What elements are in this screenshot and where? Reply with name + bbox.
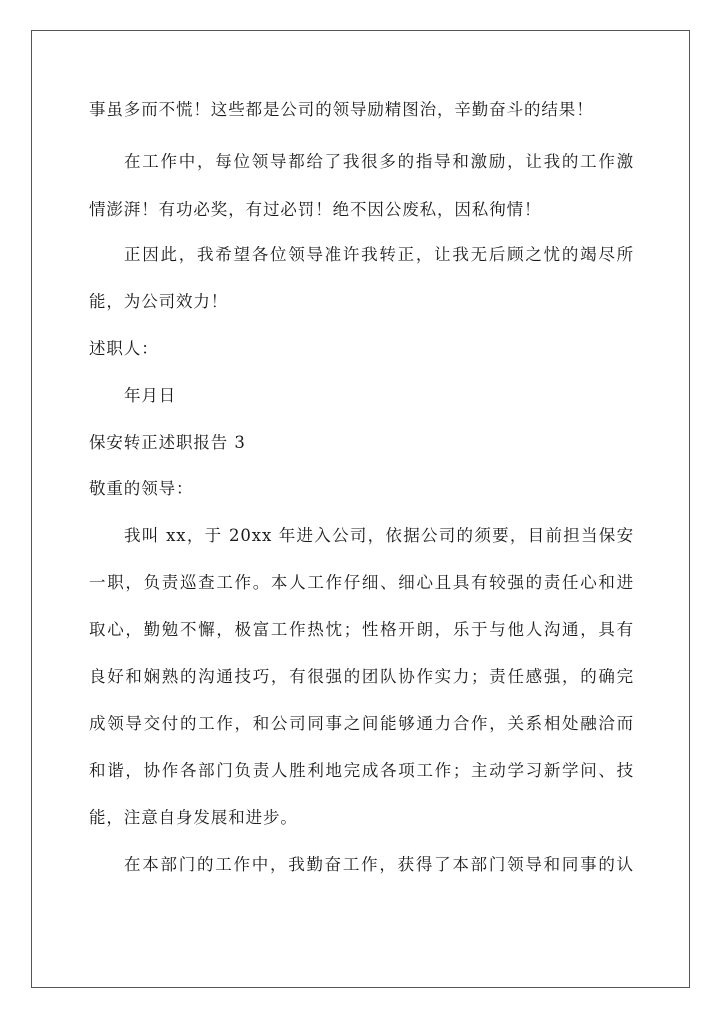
text-line: 能，注意自身发展和进步。 [89, 808, 298, 827]
date-line: 年月日 [124, 386, 177, 405]
salutation: 敬重的领导： [89, 479, 194, 498]
paragraph-line: 在工作中，每位领导都给了我很多的指导和激励，让我的工作激 [124, 152, 634, 171]
signer-label: 述职人： [89, 339, 159, 358]
text-line: 事虽多而不慌！这些都是公司的领导励精图治，辛勤奋斗的结果！ [89, 100, 594, 119]
paragraph-line: 在本部门的工作中，我勤奋工作，获得了本部门领导和同事的认 [124, 855, 634, 874]
section-title: 保安转正述职报告 3 [89, 433, 246, 452]
text-line: 能，为公司效力！ [89, 292, 229, 311]
text-line: 情澎湃！有功必奖，有过必罚！绝不因公废私，因私徇情！ [89, 200, 542, 219]
paragraph-line: 我叫 xx，于 20xx 年进入公司，依据公司的须要，目前担当保安 [124, 526, 634, 545]
paragraph-line: 取心，勤勉不懈，极富工作热忱；性格开朗，乐于与他人沟通，具有 [89, 620, 634, 639]
paragraph-line: 良好和娴熟的沟通技巧，有很强的团队协作实力；责任感强，的确完 [89, 667, 634, 686]
paragraph-line: 正因此，我希望各位领导准许我转正，让我无后顾之忧的竭尽所 [124, 245, 634, 264]
paragraph-line: 一职，负责巡查工作。本人工作仔细、细心且具有较强的责任心和进 [89, 573, 634, 592]
paragraph-line: 成领导交付的工作，和公司同事之间能够通力合作，关系相处融洽而 [89, 714, 634, 733]
paragraph-line: 和谐，协作各部门负责人胜利地完成各项工作；主动学习新学问、技 [89, 761, 634, 780]
